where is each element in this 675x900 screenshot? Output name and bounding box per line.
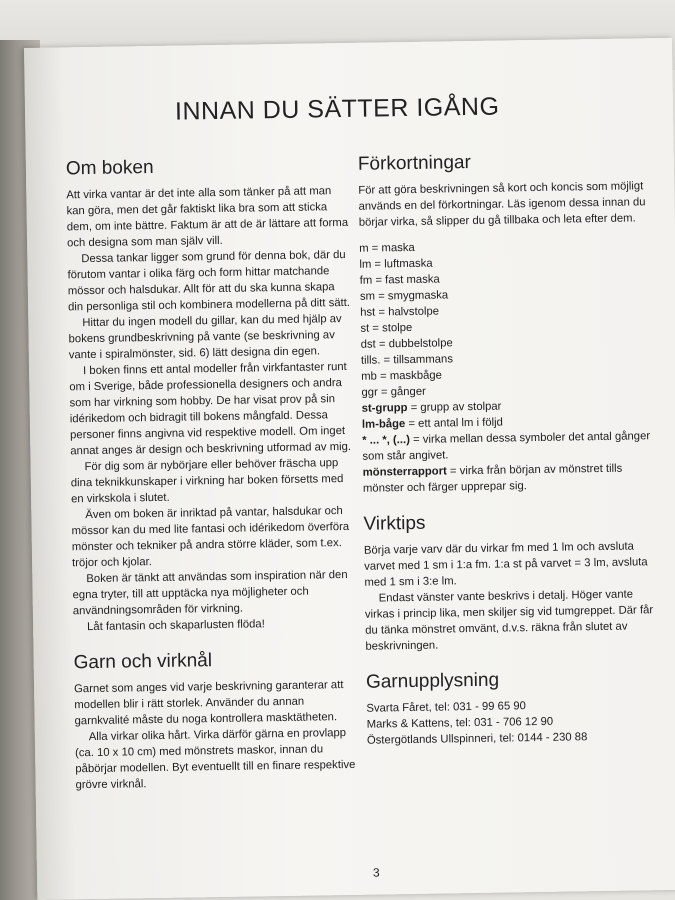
abbreviation-list xyxy=(359,236,653,497)
abbreviation-item: st = stolpe xyxy=(360,321,413,335)
section-garnupplysning xyxy=(366,666,657,749)
abbreviation-item: st-grupp = grupp av stolpar xyxy=(361,400,502,415)
abbreviation-item: mönsterrapport = virka från början av mönstret tills mönster och färger upprepar sig. xyxy=(362,462,623,495)
book-page xyxy=(24,38,675,900)
supplier-line: Svarta Fåret, tel: 031 - 99 65 90 xyxy=(366,700,527,715)
paragraph: Låt fantasin och skaparlusten flöda! xyxy=(87,618,265,634)
section-virktips xyxy=(363,508,655,655)
abbreviation-item: * ... *, (...) = virka mellan dessa symboler det antal gånger som står angivet. xyxy=(362,430,651,463)
paragraph: Börja varje varv där du virkar fm med 1 lm och avsluta varvet med 1 sm i 1:a fm. 1:a st på varvet = 3 lm, avsluta med 1 sm i 3:e lm. xyxy=(363,540,648,589)
abbreviation-item: hst = halvstolpe xyxy=(360,305,440,319)
abbreviation-item: m = maska xyxy=(359,241,415,255)
page-title: INNAN DU SÄTTER IGÅNG xyxy=(174,92,500,126)
abbreviation-item: lm = luftmaska xyxy=(359,257,433,271)
abbreviation-item: fm = fast maska xyxy=(359,273,440,287)
paragraph: Endast vänster vante beskrivs i detalj. Höger vante virkas i princip lika, men skiljer sig vid tumgreppet. Där får du tänka mönstret omvänt, d.v.s. räkna från slutet av beskrivningen. xyxy=(364,588,654,653)
supplier-line: Östergötlands Ullspinneri, tel: 0144 - 230 88 xyxy=(366,731,588,747)
abbreviation-item: lm-båge = ett antal lm i följd xyxy=(361,416,503,431)
intro-paragraph: För att göra beskrivningen så kort och koncis som möjligt används en del förkortningar. Läs igenom dessa innan du börjar virka, så slipper du gå tillbaka och leta efter dem. xyxy=(358,180,646,229)
abbreviation-item: sm = smygmaska xyxy=(359,289,449,303)
left-column xyxy=(66,153,358,793)
heading-om-boken: Om boken xyxy=(65,156,154,180)
heading-forkortningar: Förkortningar xyxy=(357,151,472,175)
abbreviation-item: dst = dubbelstolpe xyxy=(360,337,453,351)
paragraph: Garnet som anges vid varje beskrivning garanterar att modellen blir i rätt storlek. Använder du annan garnkvalité måste du noga kontrollera masktätheten. xyxy=(73,679,344,728)
paragraph: Hittar du ingen modell du gillar, kan du med hjälp av bokens grundbeskrivning på vante (se beskrivning av vante i spiralmönster, sid. 6) lätt designa din egen. xyxy=(68,313,342,362)
section-garn xyxy=(73,647,357,793)
paragraph: För dig som är nybörjare eller behöver fräscha upp dina teknikkunskaper i virkning har boken försetts med en virkskola i slutet. xyxy=(70,457,344,506)
section-om-boken xyxy=(66,153,355,635)
paragraph: Att virka vantar är det inte alla som tänker på att man kan göra, men det går faktiskt lika bra som att sticka dem, om inte bättre. Faktum är att de är lättare att forma och designa som man själv vill. xyxy=(66,185,349,250)
paragraph: I boken finns ett antal modeller från virkfantaster runt om i Sverige, både professionella designers och andra som har virkning som hobby. De har visat prov på sin idérikedom och bidragit till bokens mångfald. Dessa personer finns angivna vid respektive modell. Om inget annat anges är design och beskrivning utformad av mig. xyxy=(69,360,352,458)
abbreviation-item: tills. = tillsammans xyxy=(360,353,454,367)
abbreviation-item: mb = maskbåge xyxy=(361,369,442,383)
paragraph: Dessa tankar ligger som grund för denna bok, där du förutom vantar i olika färg och form hittar matchande mössor och halsdukar. Allt för att du ska kunna skapa din personliga stil och kombinera modellerna på ditt sätt. xyxy=(67,248,351,314)
supplier-line: Marks & Kattens, tel: 031 - 706 12 90 xyxy=(366,715,554,731)
abbreviation-item: ggr = gånger xyxy=(361,385,426,399)
page-number: 3 xyxy=(372,865,380,880)
paragraph: Även om boken är inriktad på vantar, halsdukar och mössor kan du med lite fantasi och idérikedom överföra mönster och tekniker på andra större kläder, som t.ex. tröjor och kjolar. xyxy=(71,505,350,570)
heading-garn: Garn och virknål xyxy=(73,650,213,674)
section-forkortningar xyxy=(358,148,653,497)
right-column xyxy=(358,148,657,748)
heading-virktips: Virktips xyxy=(363,512,426,535)
paragraph: Boken är tänkt att användas som inspiration när den egna tryter, till att upptäcka nya möjligheter och användningsområden för virkning. xyxy=(72,568,348,618)
paragraph: Alla virkar olika hårt. Virka därför gärna en provlapp (ca. 10 x 10 cm) med mönstrets maskor, innan du påbörjar modellen. Byt eventuellt till en finare respektive grövre virknål. xyxy=(74,727,356,792)
heading-garnupplysning: Garnupplysning xyxy=(365,669,500,693)
